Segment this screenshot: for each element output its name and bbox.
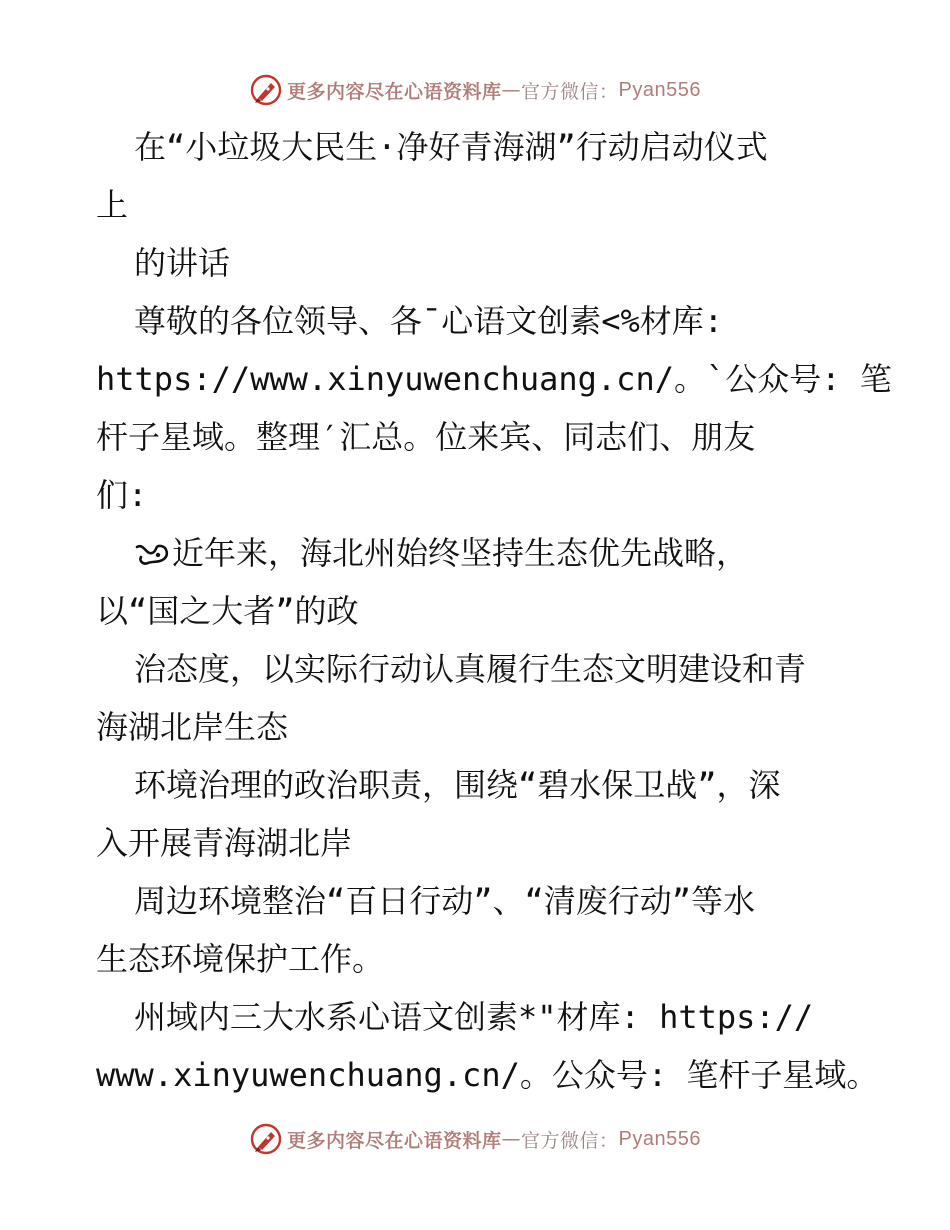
banner-separator: —: [501, 1128, 522, 1150]
banner-separator: —: [501, 79, 522, 101]
banner-tagline: 更多内容尽在心语资料库: [287, 80, 502, 103]
paragraph-line: 治态度，以实际行动认真履行生态文明建设和青: [134, 650, 807, 688]
banner-wechat-label: 官方微信：: [521, 1129, 619, 1152]
paragraph-line: 入开展青海湖北岸: [96, 824, 353, 862]
footer-banner: [0, 1121, 950, 1157]
paragraph-line: 生态环境保护工作。: [96, 940, 385, 978]
title-line: 在“小垃圾大民生·净好青海湖”行动启动仪式: [134, 128, 768, 166]
banner-tagline: 更多内容尽在心语资料库: [287, 1129, 502, 1152]
paragraph-line: 环境治理的政治职责，围绕“碧水保卫战”，深: [134, 766, 781, 804]
paragraph-text: 近年来，海北州始终坚持生态优先战略，: [172, 534, 749, 572]
paragraph-line: 尊敬的各位领导、各¯心语文创素<%材库:: [134, 302, 724, 340]
title-line: 的讲话: [134, 244, 231, 282]
banner-wechat-label: 官方微信：: [521, 80, 619, 103]
paragraph-line: 杆子星域。整理′汇总。位来宾、同志们、朋友: [96, 418, 756, 456]
paragraph-line: 以“国之大者”的政: [96, 592, 359, 630]
scroll-ornament-icon: [134, 541, 172, 567]
header-banner: [0, 72, 950, 108]
paragraph-line: [96, 524, 856, 582]
paragraph-line: 州域内三大水系心语文创素*"材库: https://: [134, 998, 814, 1036]
paragraph-line: www.xinyuwenchuang.cn/。公众号: 笔杆子星域。: [96, 1056, 879, 1094]
paragraph-line: 们:: [96, 476, 148, 514]
paragraph-line: 海湖北岸生态: [96, 708, 289, 746]
title-line: 上: [96, 186, 129, 224]
banner-wechat-id: Pyan556: [618, 78, 701, 101]
paragraph-line: 周边环境整治“百日行动”、“清废行动”等水: [134, 882, 756, 920]
banner-wechat-id: Pyan556: [618, 1127, 701, 1150]
speech-body: [96, 118, 892, 1104]
pen-nib-logo-icon: [249, 73, 283, 107]
paragraph-line: https://www.xinyuwenchuang.cn/。`公众号: 笔: [96, 360, 892, 398]
pen-nib-logo-icon: [249, 1122, 283, 1156]
